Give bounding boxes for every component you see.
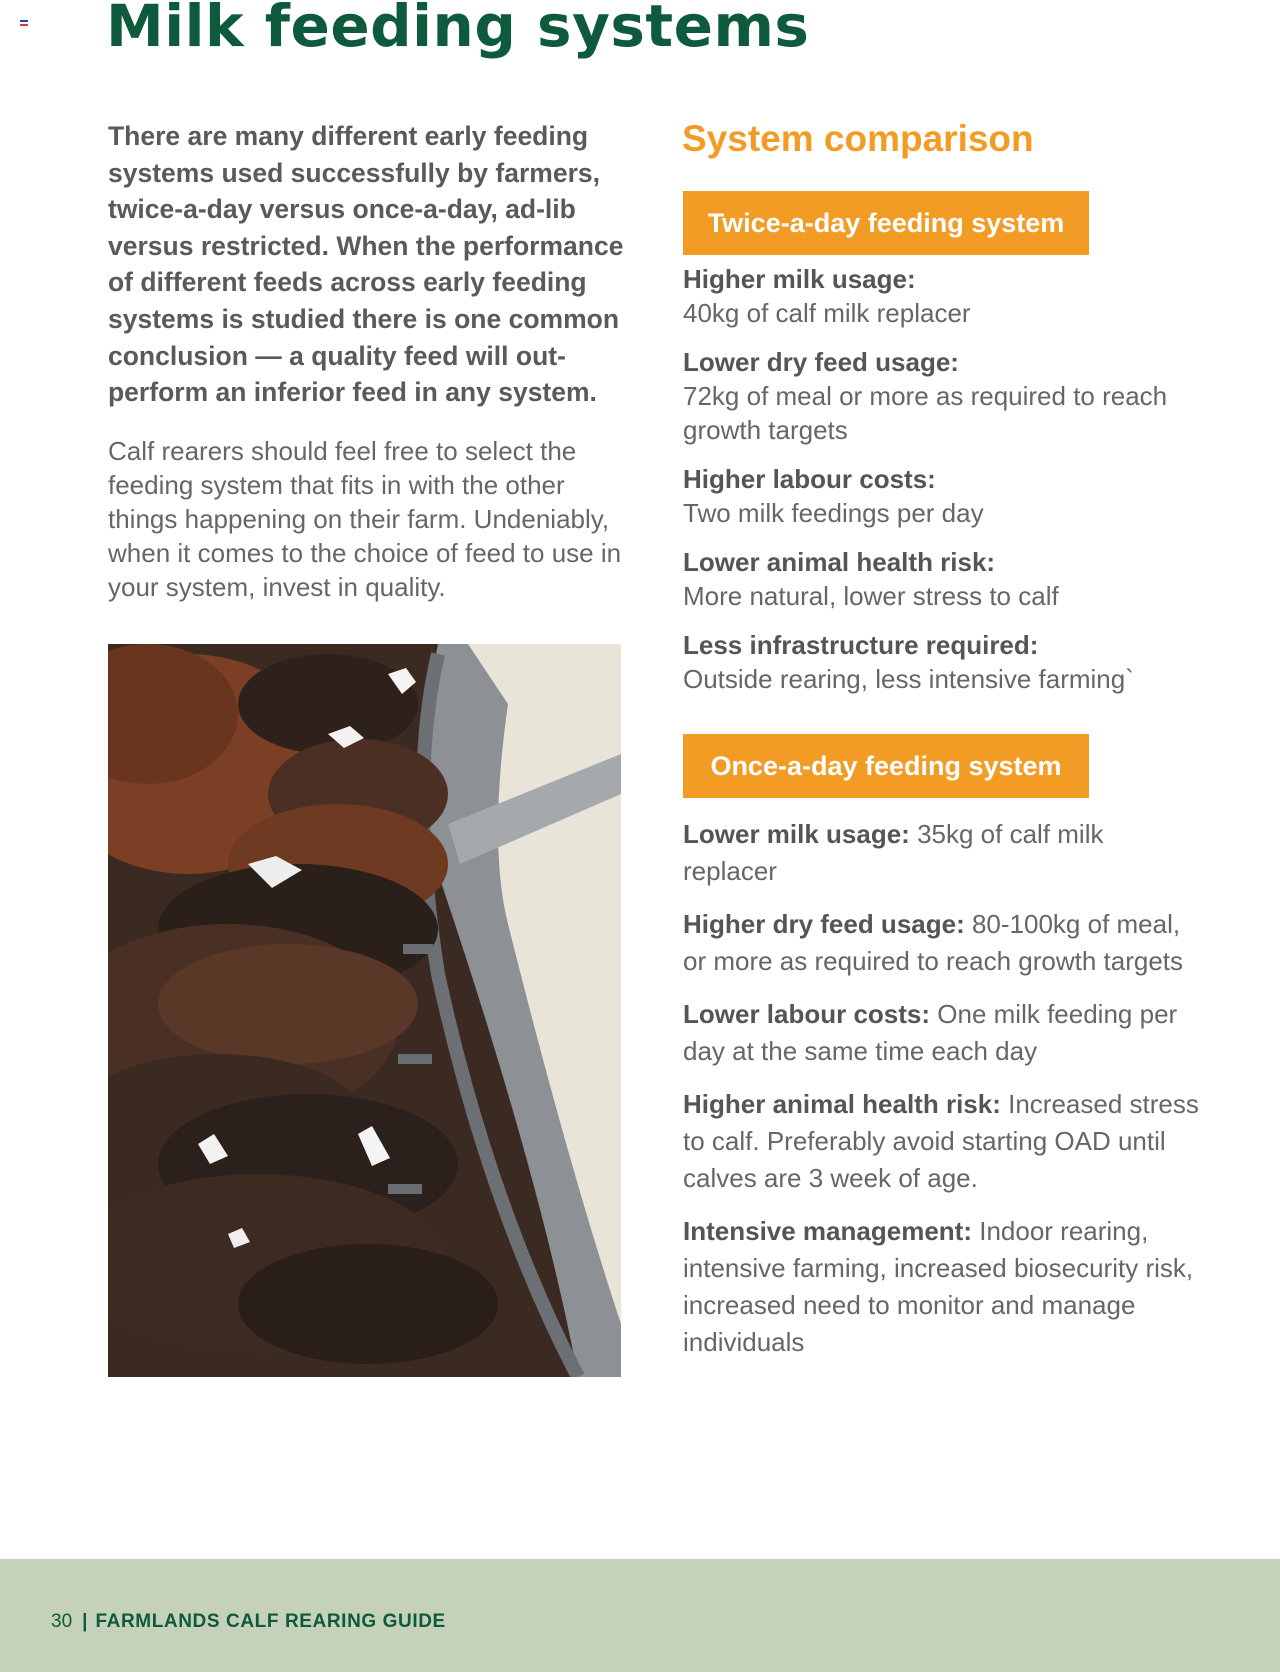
item-label: Higher dry feed usage: xyxy=(683,909,965,939)
list-item xyxy=(683,262,1203,330)
once-a-day-banner: Once-a-day feeding system xyxy=(683,734,1089,798)
list-item xyxy=(683,345,1203,447)
list-item xyxy=(683,462,1203,530)
item-label: Higher milk usage: xyxy=(683,264,916,294)
item-label: Higher labour costs: xyxy=(683,464,936,494)
list-item xyxy=(683,816,1203,890)
item-label: Intensive management: xyxy=(683,1216,972,1246)
list-item xyxy=(683,906,1203,980)
item-text: Two milk feedings per day xyxy=(683,498,984,528)
calves-feeding-image xyxy=(108,644,621,1377)
item-label: Lower milk usage: xyxy=(683,819,910,849)
item-label: Lower labour costs: xyxy=(683,999,931,1029)
list-item xyxy=(683,628,1203,696)
item-text: 72kg of meal or more as required to reach growth targets xyxy=(683,381,1168,445)
footer-band xyxy=(0,1559,1280,1672)
calves-feeding-photo xyxy=(108,644,621,1377)
item-text: More natural, lower stress to calf xyxy=(683,581,1059,611)
item-label: Less infrastructure required: xyxy=(683,630,1039,660)
intro-bold-paragraph: There are many different early feeding systems used successfully by farmers, twice-a-day versus once-a-day, ad-lib versus restricted. When the performance of different feeds across early feeding systems is studied there is one common conclusion — a quality feed will out-perform an inferior feed in any system. xyxy=(108,121,624,408)
item-label: Lower animal health risk: xyxy=(683,547,996,577)
page-number: 30 xyxy=(51,1611,73,1632)
page-title: Milk feeding systems xyxy=(106,0,810,60)
once-a-day-list xyxy=(683,816,1203,1377)
item-text: Outside rearing, less intensive farming` xyxy=(683,664,1134,694)
list-item xyxy=(683,996,1203,1070)
twice-a-day-list xyxy=(683,262,1203,711)
list-item xyxy=(683,545,1203,613)
footer-separator: | xyxy=(82,1611,88,1632)
intro-paragraph: Calf rearers should feel free to select the feeding system that fits in with the other things happening on their farm. Undeniably, when it comes to the choice of feed to use in your system, invest in quality. xyxy=(108,436,622,602)
flag-icon xyxy=(20,20,28,26)
system-comparison-heading: System comparison xyxy=(682,118,1034,159)
item-text: One milk feeding per day at the same time each day xyxy=(683,999,1178,1066)
item-text: 35kg of calf milk replacer xyxy=(683,819,1104,886)
twice-a-day-banner: Twice-a-day feeding system xyxy=(683,191,1089,255)
list-item xyxy=(683,1086,1203,1197)
footer-text xyxy=(51,1611,446,1633)
item-text: Indoor rearing, intensive farming, increased biosecurity risk, increased need to monitor and manage individuals xyxy=(683,1216,1194,1357)
item-label: Higher animal health risk: xyxy=(683,1089,1001,1119)
guide-title: FARMLANDS CALF REARING GUIDE xyxy=(95,1611,446,1632)
item-text: Increased stress to calf. Preferably avoid starting OAD until calves are 3 week of age. xyxy=(683,1089,1199,1193)
item-label: Lower dry feed usage: xyxy=(683,347,959,377)
item-text: 40kg of calf milk replacer xyxy=(683,298,971,328)
item-text: 80-100kg of meal, or more as required to reach growth targets xyxy=(683,909,1184,976)
list-item xyxy=(683,1213,1203,1361)
